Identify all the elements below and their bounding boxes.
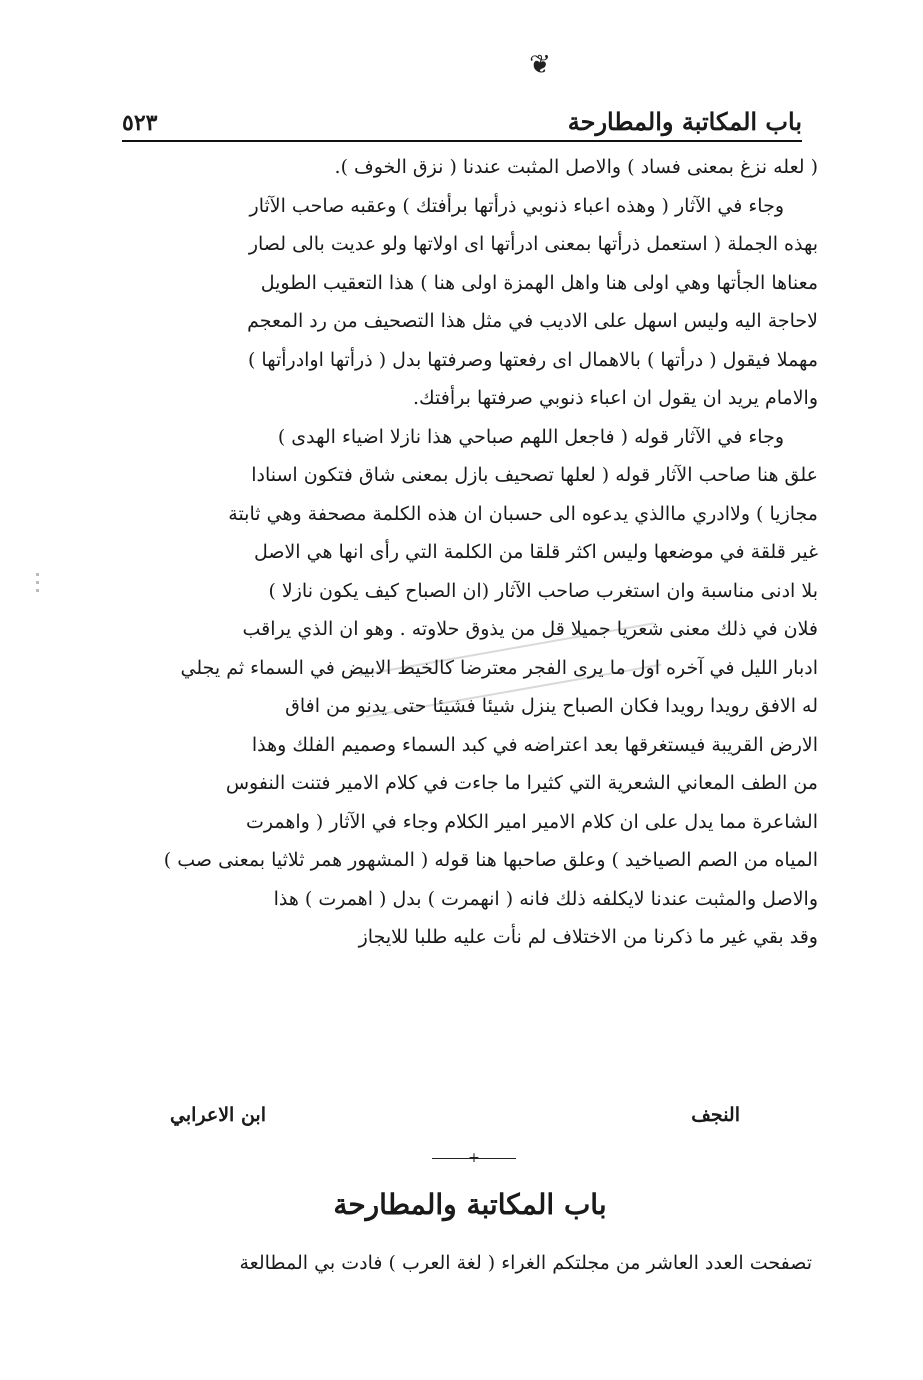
- body-line: من الطف المعاني الشعرية التي كثيرا ما جاءت في كلام الامير فتنت النفوس: [225, 772, 818, 794]
- body-line: وقد بقي غير ما ذكرنا من الاختلاف لم نأت عليه طلبا للايجاز: [358, 926, 818, 948]
- body-line: مهملا فيقول ( درأتها ) بالاهمال اى رفعتها وصرفتها بدل ( ذرأتها اوادرأتها ): [247, 348, 818, 371]
- body-line: مجازيا ) ولاادري ماالذي يدعوه الى حسبان ان هذه الكلمة مصحفة وهي ثابتة: [228, 502, 818, 525]
- body-line: بلا ادنى مناسبة وان استغرب صاحب الآثار (ان الصباح كيف يكون نازلا ): [268, 579, 818, 602]
- body-line: الشاعرة مما يدل على ان كلام الامير امير الكلام وجاء في الآثار ( واهمرت: [246, 810, 818, 833]
- body-line: علق هنا صاحب الآثار قوله ( لعلها تصحيف بازل بمعنى شاق فتكون اسنادا: [251, 464, 818, 486]
- body-line: المياه من الصم الصياخيد ) وعلق صاحبها هنا قوله ( المشهور همر ثلاثيا بمعنى صب ): [163, 849, 818, 871]
- body-line: الارض القريبة فيستغرقها بعد اعتراضه في كبد السماء وصميم الفلك وهذا: [251, 733, 818, 756]
- body-line: والامام يريد ان يقول ان اعباء ذنوبي صرفتها برأفتك.: [412, 387, 818, 409]
- body-line: بهذه الجملة ( استعمل ذرأتها بمعنى ادرأتها اى اولاتها ولو عديت بالى لصار: [248, 233, 818, 255]
- speck: [36, 573, 39, 576]
- speck: [36, 581, 39, 584]
- signature-place: النجف: [691, 1104, 740, 1126]
- body-line: وجاء في الآثار ( وهذه اعباء ذنوبي ذرأتها برأفتك ) وعقبه صاحب الآثار: [249, 194, 784, 217]
- running-title: باب المكاتبة والمطارحة: [567, 107, 802, 136]
- article-body: [118, 148, 818, 957]
- section-heading: باب المكاتبة والمطارحة: [333, 1188, 607, 1221]
- page-number: ٥٢٣: [122, 110, 158, 136]
- body-line: لاحاجة اليه وليس اسهل على الاديب في مثل هذا التصحيف من رد المعجم: [247, 310, 818, 332]
- body-line: وجاء في الآثار قوله ( فاجعل اللهم صباحي هذا نازلا اضياء الهدى ): [277, 425, 784, 448]
- running-header: [122, 92, 802, 142]
- speck: [36, 589, 39, 592]
- body-line: معناها الجأتها وهي اولى هنا واهل الهمزة اولى هنا ) هذا التعقيب الطويل: [260, 271, 818, 294]
- body-line: غير قلقة في موضعها وليس اكثر قلقا من الكلمة التي رأى انها هي الاصل: [253, 541, 818, 563]
- divider-mark: +: [468, 1150, 480, 1166]
- body-line: ادبار الليل في آخره اول ما يرى الفجر معترضا كالخيط الابيض في السماء ثم يجلي: [180, 656, 818, 679]
- body-line: والاصل والمثبت عندنا لايكلفه ذلك فانه ( انهمرت ) بدل ( اهمرت ) هذا: [273, 887, 818, 910]
- body-line: ( لعله نزغ بمعنى فساد ) والاصل المثبت عندنا ( نزق الخوف ).: [334, 156, 818, 178]
- ornament-icon: ❦: [529, 50, 551, 80]
- body-line: فلان في ذلك معنى شعريا جميلا قل من يذوق حلاوته . وهو ان الذي يراقب: [242, 618, 818, 640]
- signature-author: ابن الاعرابي: [170, 1104, 266, 1126]
- body-line: له الافق رويدا رويدا فكان الصباح ينزل شيئا فشيئا حتى يدنو من افاق: [285, 695, 818, 717]
- section-first-line: تصفحت العدد العاشر من مجلتكم الغراء ( لغة العرب ) فادت بي المطالعة: [239, 1252, 812, 1274]
- signature-row: [170, 1104, 740, 1140]
- margin-specks: [26, 568, 48, 612]
